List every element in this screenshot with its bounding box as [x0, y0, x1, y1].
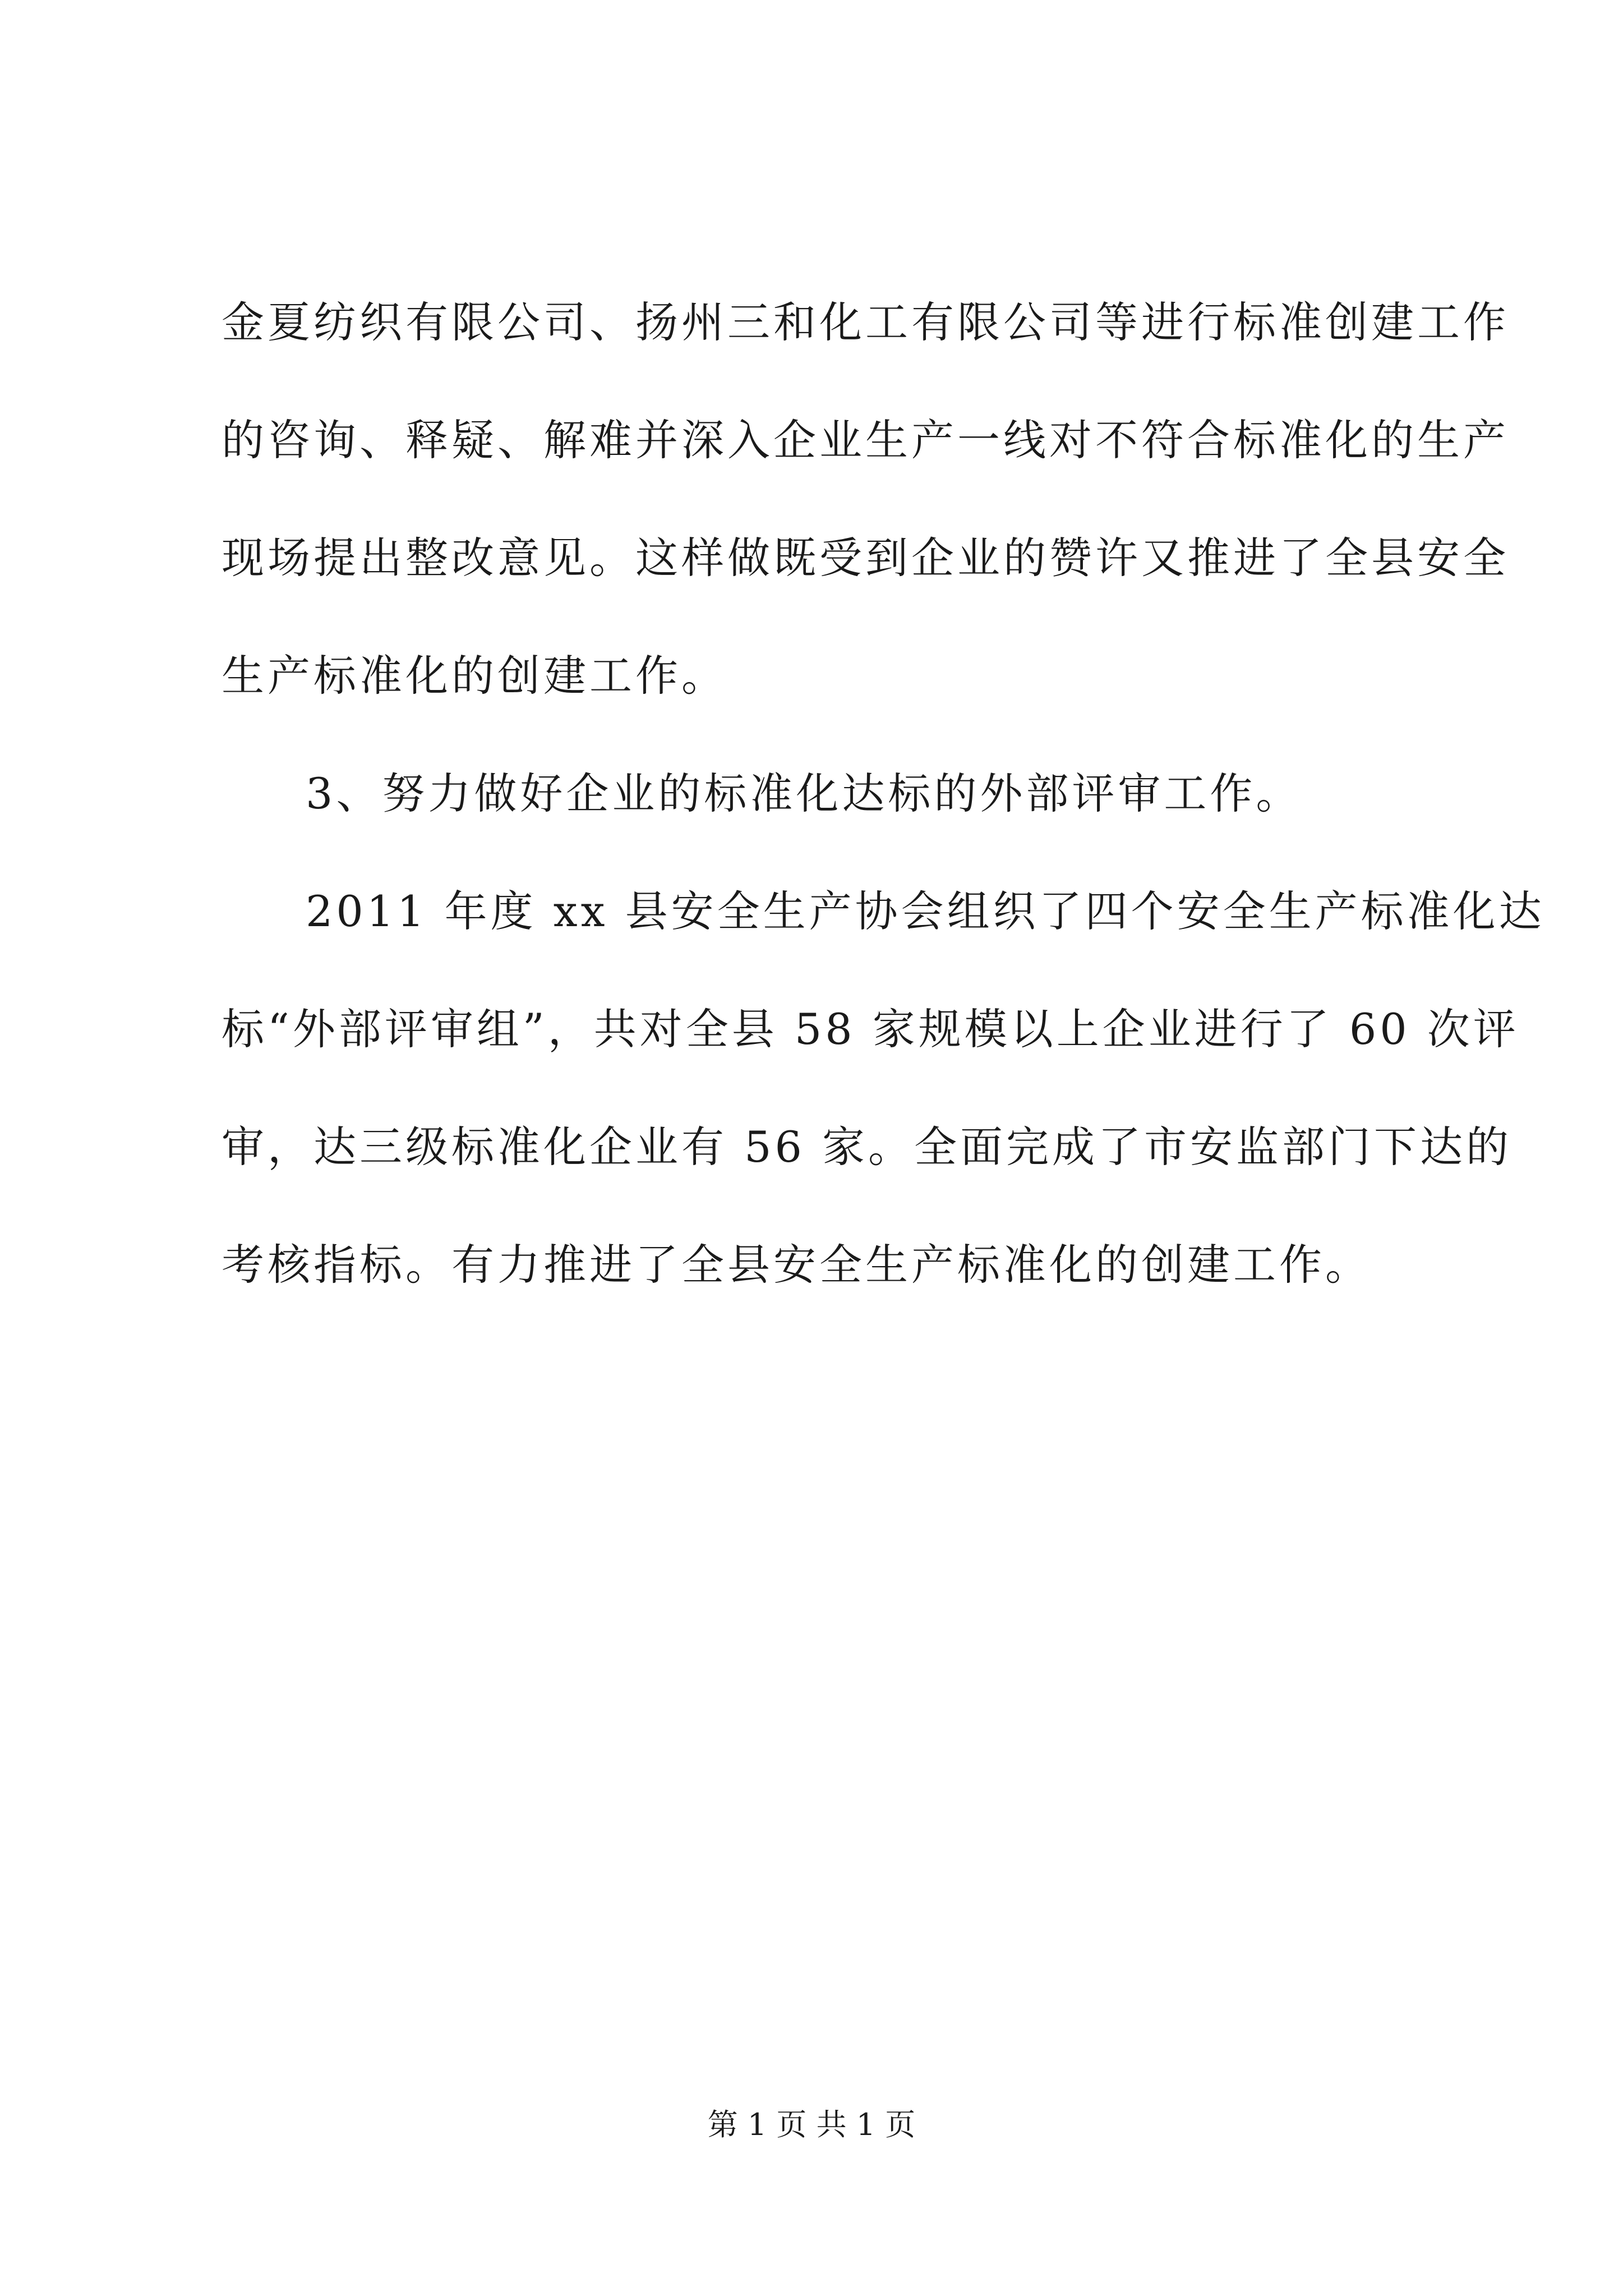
paragraph-line: 的咨询、释疑、解难并深入企业生产一线对不符合标准化的生产	[222, 415, 1509, 465]
paragraph-line: 生产标准化的创建工作。	[222, 651, 727, 701]
paragraph-line: 现场提出整改意见。这样做既受到企业的赞许又推进了全县安全	[222, 533, 1509, 583]
section-heading: 3、努力做好企业的标准化达标的外部评审工作。	[306, 769, 1302, 818]
paragraph-line: 考核指标。有力推进了全县安全生产标准化的创建工作。	[222, 1240, 1371, 1290]
document-body	[222, 264, 1545, 1324]
paragraph-line: 标“外部评审组”，共对全县 58 家规模以上企业进行了 60 次评	[222, 1004, 1519, 1054]
paragraph-line: 审，达三级标准化企业有 56 家。全面完成了市安监部门下达的	[222, 1122, 1513, 1172]
paragraph-line: 金夏纺织有限公司、扬州三和化工有限公司等进行标准创建工作	[222, 297, 1509, 347]
page-number-footer: 第 1 页 共 1 页	[707, 2107, 916, 2142]
paragraph-line: 2011 年度 xx 县安全生产协会组织了四个安全生产标准化达	[306, 886, 1545, 936]
